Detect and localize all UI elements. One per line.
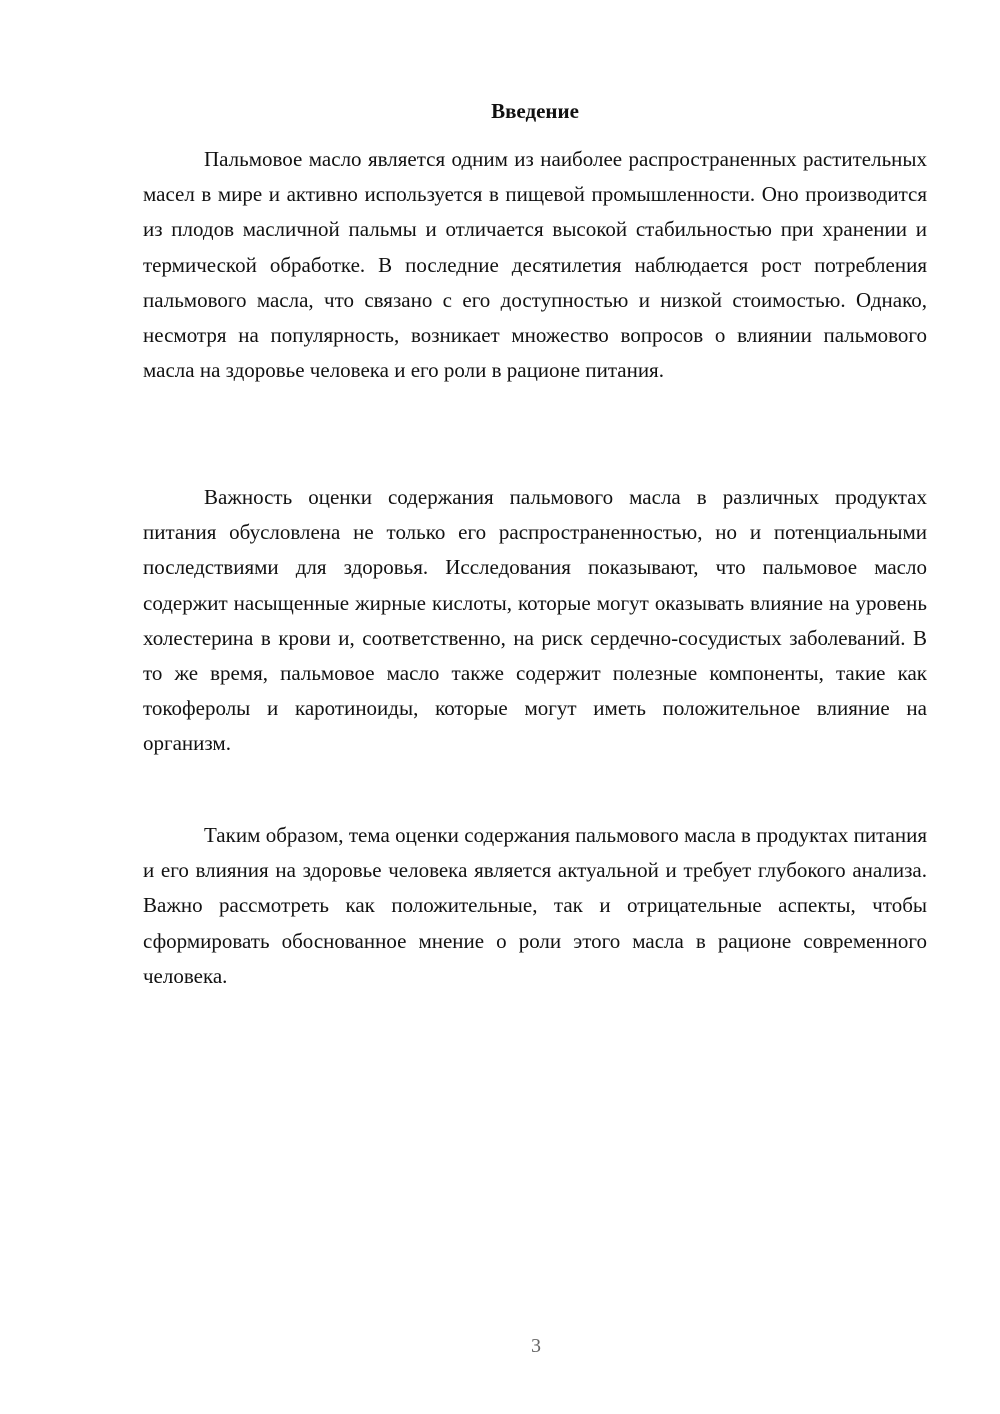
paragraph-3: Таким образом, тема оценки содержания пальмового масла в продуктах питания и его влияния на здоровье человека является актуальной и требует глубокого анализа. Важно рассмотреть как положительные, так и отрицательные аспекты, чтобы сформировать обоснованное мнение о роли этого масла в рационе современного человека. [143,823,927,988]
page-number: 3 [531,1335,541,1357]
paragraph-1: Пальмовое масло является одним из наиболее распространенных растительных масел в мире и активно используется в пищевой промышленности. Оно производится из плодов масличной пальмы и отличается высокой стабильностью при хранении и термической обработке. В последние десятилетия наблюдается рост потребления пальмового масла, что связано с его доступностью и низкой стоимостью. Однако, несмотря на популярность, возникает множество вопросов о влиянии пальмового масла на здоровье человека и его роли в рационе питания. [143,147,927,383]
section-heading: Введение [491,99,579,123]
paragraph-2: Важность оценки содержания пальмового масла в различных продуктах питания обусловлена не только его распространенностью, но и потенциальными последствиями для здоровья. Исследования показывают, что пальмовое масло содержит насыщенные жирные кислоты, которые могут оказывать влияние на уровень холестерина в крови и, соответственно, на риск сердечно-сосудистых заболеваний. В то же время, пальмовое масло также содержит полезные компоненты, такие как токоферолы и каротиноиды, которые могут иметь положительное влияние на организм. [143,485,927,756]
